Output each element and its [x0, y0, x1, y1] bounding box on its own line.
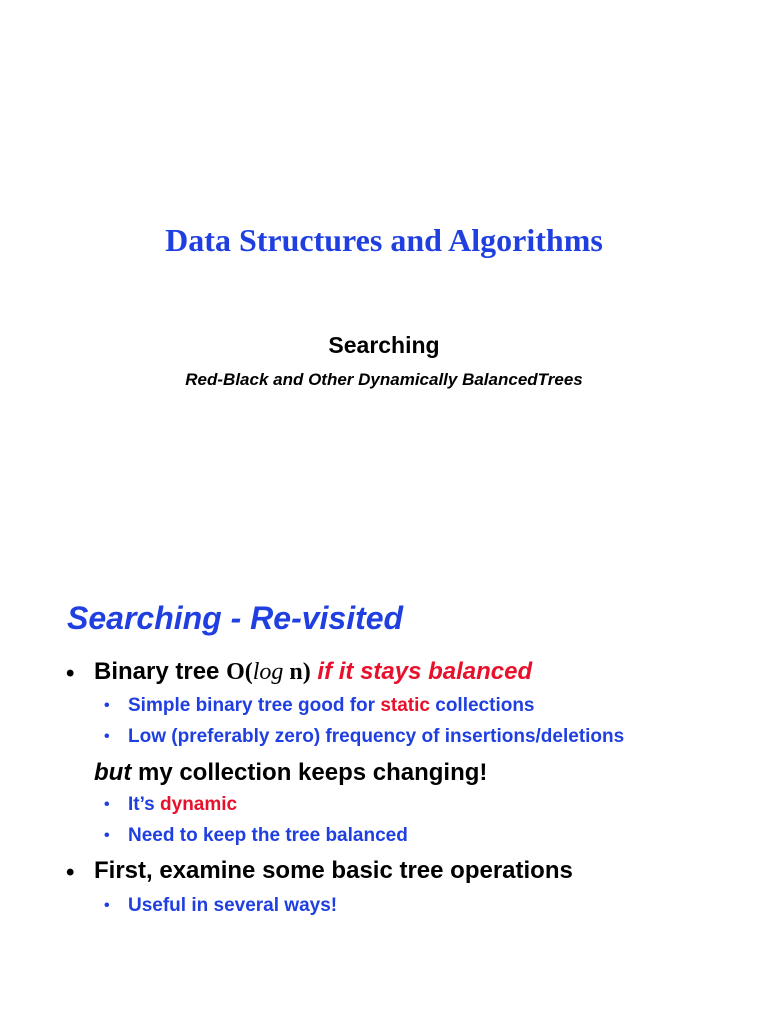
bullet-marker: • [66, 859, 75, 886]
sub-bullet-static: Simple binary tree good for static collections [128, 695, 535, 716]
highlight-text: static [380, 695, 430, 716]
section-heading: Searching - Re-visited [67, 600, 404, 636]
bullet-marker: • [104, 897, 110, 914]
bullet-marker: • [104, 827, 110, 844]
bullet-text: Binary tree [94, 658, 227, 685]
highlight-text: dynamic [160, 794, 238, 815]
highlight-text: if it stays balanced [310, 658, 533, 685]
bullet-marker: • [66, 660, 75, 687]
big-o-notation: O(log n) [226, 659, 311, 685]
slide-subtitle: Searching [328, 332, 440, 358]
sub-bullet-balanced: Need to keep the tree balanced [128, 825, 408, 846]
bullet-marker: • [104, 697, 110, 714]
slide-subsubtitle: Red-Black and Other Dynamically BalancedTrees [185, 370, 583, 389]
bullet-marker: • [104, 728, 110, 745]
bullet-marker: • [104, 796, 110, 813]
emphasis-text: but [94, 759, 132, 786]
sub-bullet-useful: Useful in several ways! [128, 895, 338, 916]
sub-bullet-frequency: Low (preferably zero) frequency of insertions/deletions [128, 726, 625, 747]
bullet-binary-tree [94, 658, 532, 686]
bullet-basic-ops: First, examine some basic tree operations [94, 857, 573, 884]
slide-title: Data Structures and Algorithms [165, 222, 603, 258]
continuation-line: but my collection keeps changing! [94, 759, 488, 786]
sub-bullet-dynamic: It’s dynamic [128, 794, 238, 815]
